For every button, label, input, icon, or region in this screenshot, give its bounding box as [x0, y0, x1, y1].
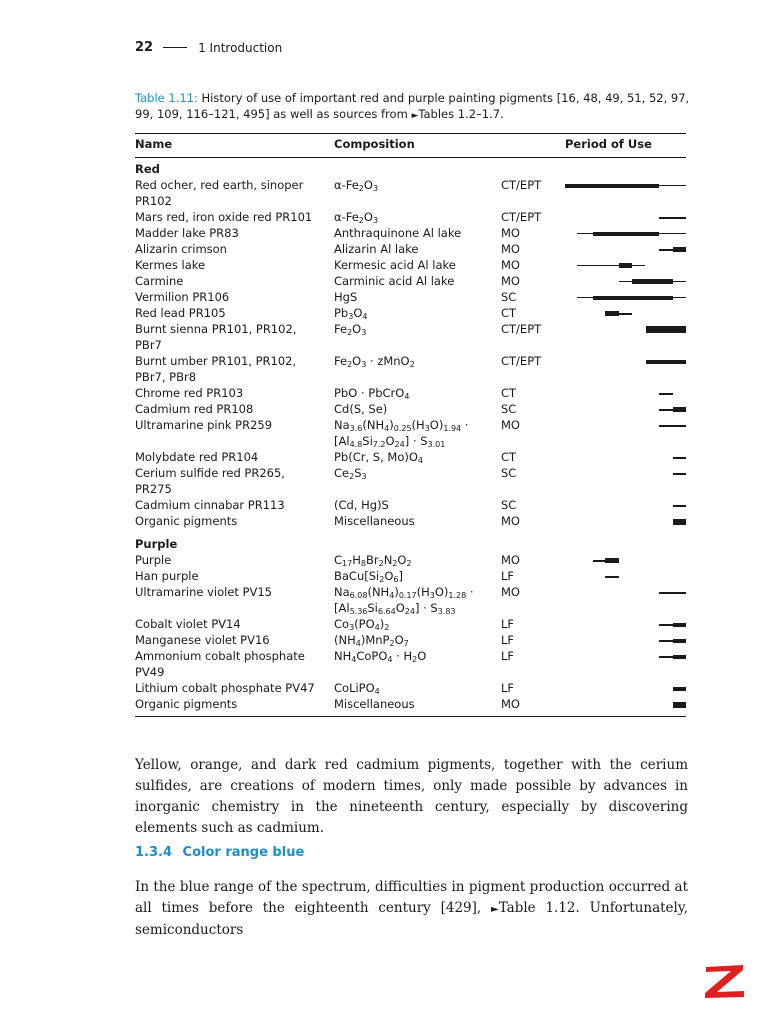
pigment-origin-code: MO	[501, 585, 520, 599]
pigment-name: Molybdate red PR104	[135, 450, 259, 464]
table-row	[135, 568, 686, 584]
pigment-name: Han purple	[135, 569, 199, 583]
column-header-period: Period of Use	[565, 137, 652, 151]
table-body	[135, 158, 686, 712]
caption-text: History of use of important red and purple painting pigments [16, 48, 49, 51, 52, 97, 99, 109, 116–121, 495] as well as sources from	[135, 91, 690, 121]
pigment-name: Ultramarine pink PR259	[135, 418, 273, 432]
table-row	[135, 177, 686, 209]
period-of-use-timeline	[565, 353, 686, 369]
pigment-name: Burnt umber PR101, PR102, PBr7, PBr8	[135, 354, 297, 384]
period-bar	[673, 655, 686, 659]
table-top-rule	[135, 133, 686, 134]
table-row	[135, 648, 686, 680]
table-group-heading	[135, 536, 686, 552]
pigment-name: Red lead PR105	[135, 306, 226, 320]
period-of-use-timeline	[565, 552, 686, 568]
table-header-row	[135, 133, 686, 158]
table-row	[135, 449, 686, 465]
pigment-composition: $Fe_2O_3$	[334, 322, 367, 337]
pigment-name: Cobalt violet PV14	[135, 617, 241, 631]
period-bar	[659, 217, 686, 219]
period-of-use-timeline	[565, 401, 686, 417]
table-bottom-rule	[135, 716, 686, 717]
running-head-dash	[163, 47, 187, 49]
pigment-composition: Kermesic acid Al lake	[334, 258, 456, 272]
pigment-origin-code: CT/EPT	[501, 322, 542, 336]
period-bar	[565, 184, 659, 188]
period-bar	[673, 505, 686, 507]
period-bar	[673, 519, 686, 525]
pigment-composition: HgS	[334, 290, 358, 304]
pigment-origin-code: SC	[501, 290, 517, 304]
table-row	[135, 616, 686, 632]
pigment-composition: $\alpha-Fe_2O_3$	[334, 178, 379, 193]
period-bar	[673, 687, 686, 691]
pigment-origin-code: CT	[501, 306, 517, 320]
period-of-use-timeline	[565, 648, 686, 664]
pigment-composition: $Fe_2O_3$ · zMnO$_2$	[334, 354, 415, 369]
pigment-origin-code: MO	[501, 514, 520, 528]
section-heading	[135, 845, 304, 860]
group-heading-label: Red	[135, 162, 160, 176]
table-row	[135, 552, 686, 568]
period-of-use-timeline	[565, 513, 686, 529]
pigment-composition: PbO · PbCrO$_4$	[334, 386, 410, 401]
period-of-use-timeline	[565, 680, 686, 696]
period-bar	[605, 558, 619, 563]
table-row	[135, 257, 686, 273]
pigment-name: Cerium sulfide red PR265, PR275	[135, 466, 285, 496]
pigment-composition: $Pb_3O_4$	[334, 306, 368, 321]
pigment-composition: Miscellaneous	[334, 514, 415, 528]
table-row	[135, 513, 686, 529]
period-of-use-timeline	[565, 616, 686, 632]
pigment-origin-code: LF	[501, 649, 515, 663]
pigment-name: Mars red, iron oxide red PR101	[135, 210, 313, 224]
pigment-name: Manganese violet PV16	[135, 633, 270, 647]
pigment-composition: $(NH_4)MnP_2O_7$	[334, 633, 409, 648]
pigment-composition: $Na_{6.08}(NH_4)_{0.17}(H_3O)_{1.28}$ · $[Al_{5.36}Si_{6.64}O_{24}] \cdot S_{3.83}$	[334, 585, 474, 616]
pigment-origin-code: CT/EPT	[501, 178, 542, 192]
period-bar	[673, 473, 686, 475]
column-header-name: Name	[135, 137, 173, 151]
pigment-composition: Alizarin Al lake	[334, 242, 419, 256]
period-of-use-timeline	[565, 209, 686, 225]
pigment-composition: $NH_4CoPO_4 \cdot H_2O$	[334, 649, 427, 664]
pigment-origin-code: MO	[501, 274, 520, 288]
table-row	[135, 305, 686, 321]
running-head	[135, 40, 282, 55]
pigment-origin-code: LF	[501, 569, 515, 583]
pigment-origin-code: CT	[501, 386, 517, 400]
table-group-heading	[135, 161, 686, 177]
pigment-origin-code: SC	[501, 466, 517, 480]
chapter-title: 1 Introduction	[198, 40, 283, 55]
period-bar	[673, 457, 686, 459]
period-of-use-timeline	[565, 449, 686, 465]
period-of-use-timeline	[565, 177, 686, 193]
table-row	[135, 584, 686, 616]
pigment-origin-code: CT/EPT	[501, 354, 542, 368]
pigment-composition: CoLiPO$_4$	[334, 681, 380, 696]
period-bar	[659, 592, 686, 594]
publisher-z-logo-icon	[703, 961, 747, 1001]
table-row	[135, 241, 686, 257]
period-of-use-timeline	[565, 465, 686, 481]
pigment-origin-code: SC	[501, 498, 517, 512]
period-of-use-timeline	[565, 273, 686, 289]
section-title: Color range blue	[182, 845, 305, 860]
pigment-name: Purple	[135, 553, 172, 567]
paragraph-blue-range	[135, 877, 688, 941]
period-bar	[605, 576, 619, 578]
pigment-composition: $BaCu[Si_2O_6]$	[334, 569, 403, 584]
pigment-origin-code: SC	[501, 402, 517, 416]
pigment-name: Lithium cobalt phosphate PV47	[135, 681, 315, 695]
pigment-origin-code: LF	[501, 681, 515, 695]
pigment-name: Vermilion PR106	[135, 290, 230, 304]
period-of-use-timeline	[565, 497, 686, 513]
period-bar	[673, 702, 686, 708]
pigment-name: Cadmium red PR108	[135, 402, 254, 416]
paragraph-blue-text-before: In the blue range of the spectrum, difficulties in pigment production occurred at all times before the eighteenth century [429],	[135, 879, 688, 916]
pigment-name: Organic pigments	[135, 514, 238, 528]
period-of-use-timeline	[565, 696, 686, 712]
table-row	[135, 696, 686, 712]
period-bar	[605, 311, 619, 316]
pigment-composition: $Co_3(PO_4)_2$	[334, 617, 390, 632]
section-number: 1.3.4	[135, 845, 173, 860]
group-heading-label: Purple	[135, 537, 178, 551]
pigment-composition: Pb(Cr, S, $Mo)O_4$	[334, 450, 423, 465]
pigment-name: Carmine	[135, 274, 184, 288]
table-row	[135, 209, 686, 225]
period-of-use-timeline	[565, 305, 686, 321]
pigment-composition: Miscellaneous	[334, 697, 415, 711]
period-bar	[659, 425, 686, 427]
pigment-name: Madder lake PR83	[135, 226, 239, 240]
period-bar	[673, 407, 686, 412]
period-bar	[593, 296, 673, 300]
pigment-composition: Anthraquinone Al lake	[334, 226, 462, 240]
period-bar	[632, 279, 673, 284]
pigment-name: Chrome red PR103	[135, 386, 244, 400]
table-row	[135, 680, 686, 696]
period-of-use-timeline	[565, 584, 686, 600]
period-bar	[673, 623, 686, 627]
column-header-composition: Composition	[334, 137, 415, 151]
pigment-name: Organic pigments	[135, 697, 238, 711]
table-row	[135, 289, 686, 305]
pigment-origin-code: CT/EPT	[501, 210, 542, 224]
pigment-origin-code: CT	[501, 450, 517, 464]
period-bar	[673, 639, 686, 643]
pigment-origin-code: MO	[501, 258, 520, 272]
period-of-use-timeline	[565, 257, 686, 273]
table-row	[135, 225, 686, 241]
period-of-use-timeline	[565, 241, 686, 257]
paragraph-cadmium: Yellow, orange, and dark red cadmium pigments, together with the cerium sulfides, are creations of modern times, only made possible by advances in inorganic chemistry in the nineteenth century, especially by discovering elements such as cadmium.	[135, 757, 688, 836]
period-of-use-timeline	[565, 568, 686, 584]
table-row	[135, 401, 686, 417]
pigment-composition: $Na_{3.6}(NH_4)_{0.25}(H_3O)_{1.94}$ · $[Al_{4.8}Si_{7.2}O_{24}] \cdot S_{3.01}$	[334, 418, 469, 449]
pigment-composition: $Ce_2S_3$	[334, 466, 367, 481]
table-row	[135, 353, 686, 385]
group-spacer	[135, 529, 686, 536]
period-of-use-timeline	[565, 385, 686, 401]
period-bar	[646, 360, 686, 364]
pigment-name: Burnt sienna PR101, PR102, PBr7	[135, 322, 297, 352]
pigment-origin-code: MO	[501, 242, 520, 256]
table-row	[135, 273, 686, 289]
pigment-composition: Carminic acid Al lake	[334, 274, 455, 288]
table-row	[135, 497, 686, 513]
table-row	[135, 632, 686, 648]
table-row	[135, 321, 686, 353]
period-bar	[673, 247, 686, 252]
pigment-origin-code: LF	[501, 617, 515, 631]
table-row	[135, 417, 686, 449]
period-of-use-timeline	[565, 417, 686, 433]
period-of-use-timeline	[565, 632, 686, 648]
pigment-origin-code: MO	[501, 697, 520, 711]
pigment-table	[135, 133, 686, 717]
pigment-composition: Cd(S, Se)	[334, 402, 388, 416]
caption-table-link[interactable]: Tables 1.2–1.7.	[418, 107, 504, 121]
paragraph-table-link[interactable]: Table 1.12. Unfortunately, semiconductors	[135, 900, 688, 938]
pigment-origin-code: MO	[501, 418, 520, 432]
pigment-composition: $\alpha-Fe_2O_3$	[334, 210, 379, 225]
table-label: Table 1.11:	[135, 91, 198, 105]
pigment-composition: $C_{17}H_8Br_2N_2O_2$	[334, 553, 412, 568]
period-bar	[619, 263, 632, 268]
pigment-name: Ammonium cobalt phosphate PV49	[135, 649, 305, 679]
period-bar	[646, 326, 686, 333]
period-bar	[593, 232, 659, 236]
period-of-use-timeline	[565, 225, 686, 241]
table-row	[135, 385, 686, 401]
pigment-name: Cadmium cinnabar PR113	[135, 498, 285, 512]
period-of-use-timeline	[565, 321, 686, 337]
period-of-use-timeline	[565, 289, 686, 305]
reference-arrow-icon: ►	[491, 904, 499, 915]
pigment-origin-code: LF	[501, 633, 515, 647]
pigment-composition: (Cd, Hg)S	[334, 498, 389, 512]
period-bar	[577, 265, 645, 266]
pigment-origin-code: MO	[501, 226, 520, 240]
pigment-name: Kermes lake	[135, 258, 206, 272]
pigment-name: Red ocher, red earth, sinoper PR102	[135, 178, 304, 208]
pigment-name: Alizarin crimson	[135, 242, 227, 256]
table-row	[135, 465, 686, 497]
pigment-origin-code: MO	[501, 553, 520, 567]
page-number: 22	[135, 40, 154, 55]
pigment-name: Ultramarine violet PV15	[135, 585, 272, 599]
reference-arrow-icon: ►	[411, 111, 419, 121]
table-caption	[135, 90, 690, 124]
period-bar	[659, 393, 673, 395]
